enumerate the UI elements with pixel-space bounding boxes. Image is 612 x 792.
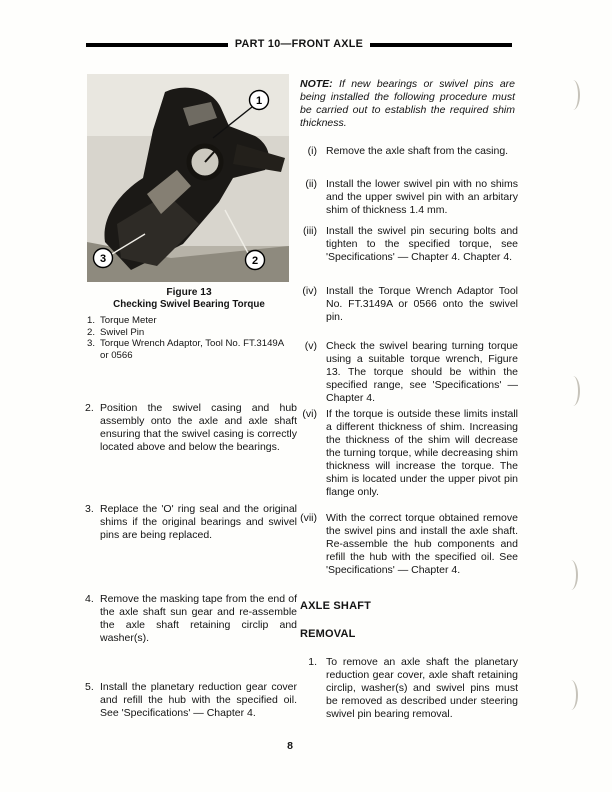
procedure-step-vii <box>300 512 518 577</box>
step-number: 2. <box>85 402 94 414</box>
legend-item-number: 2. <box>87 326 96 338</box>
step-text: Remove the axle shaft from the casing. <box>326 145 509 157</box>
step-number: (v) <box>304 340 317 352</box>
section-subtitle-removal: REMOVAL <box>300 628 356 640</box>
header-rule-left <box>86 43 228 47</box>
step-text: Install the Torque Wrench Adaptor Tool No. FT.3149A or 0566 onto the swivel pin. <box>326 285 518 323</box>
step-number: 4. <box>85 593 94 605</box>
step-text: Position the swivel casing and hub assembly onto the axle and axle shaft ensuring that the swivel casing is correctly located above and below the bearings. <box>100 402 297 453</box>
note-text: If new bearings or swivel pins are being installed the following procedure must be carried out to establish the required shim thickness. <box>300 78 515 129</box>
scan-artifact <box>566 376 580 406</box>
figure-photo <box>87 74 289 282</box>
step-number: (ii) <box>305 178 317 190</box>
figure-legend <box>87 315 291 361</box>
step-number: 1. <box>308 656 317 668</box>
left-step-2 <box>85 402 297 454</box>
procedure-step-i <box>300 145 518 158</box>
step-text: If the torque is outside these limits install a different thickness of shim. Increasing the thickness of the shim will decrease the turning torque, while decreasing shim thickness will increase the torque. The shim is located under the upper pivot pin flange only. <box>326 408 518 498</box>
step-number: (iv) <box>302 285 317 297</box>
step-text: Install the planetary reduction gear cover and refill the hub with the specified oil. See 'Specifications' — Chapter 4. <box>100 681 297 719</box>
step-number: (vi) <box>302 408 317 420</box>
removal-step-1 <box>300 656 518 721</box>
left-step-3 <box>85 503 297 542</box>
step-text: With the correct torque obtained remove the swivel pins and install the axle shaft. Re-assemble the hub components and refill the hub with the specified oil. See 'Specifications' — Chapter 4. <box>326 512 518 576</box>
step-text: To remove an axle shaft the planetary reduction gear cover, axle shaft retaining circlip, washer(s) and swivel pins must be removed as described under steering swivel pin bearing removal. <box>326 656 518 720</box>
step-number: (i) <box>307 145 317 157</box>
left-step-4 <box>85 593 297 645</box>
page-header <box>86 38 512 51</box>
procedure-step-vi <box>300 408 518 499</box>
step-text: Install the lower swivel pin with no shims and the upper swivel pin with an arbitary shim of thickness 1.4 mm. <box>326 178 518 216</box>
procedure-step-v <box>300 340 518 405</box>
figure-caption: Checking Swivel Bearing Torque <box>113 299 265 310</box>
legend-item-number: 3. <box>87 338 96 349</box>
note-label: NOTE: <box>300 78 333 90</box>
legend-item <box>87 327 291 339</box>
page-number: 8 <box>287 740 293 752</box>
procedure-step-iv <box>300 285 518 324</box>
section-title-axle-shaft: AXLE SHAFT <box>300 600 372 612</box>
step-number: (iii) <box>303 225 317 237</box>
legend-item-text: Torque Wrench Adaptor, Tool No. FT.3149A or 0566 <box>100 338 284 361</box>
callout-3-number: 3 <box>99 253 107 265</box>
legend-item-text: Torque Meter <box>100 315 157 326</box>
step-text: Remove the masking tape from the end of the axle shaft sun gear and re-assemble the axle shaft retaining circlip and washer(s). <box>100 593 297 644</box>
legend-item-text: Swivel Pin <box>100 326 145 338</box>
callout-2-number: 2 <box>251 255 259 267</box>
scan-artifact <box>564 560 578 590</box>
procedure-step-ii <box>300 178 518 217</box>
step-number: 3. <box>85 503 94 515</box>
legend-item <box>87 338 291 361</box>
legend-item <box>87 315 291 327</box>
step-number: (vii) <box>300 512 317 524</box>
scan-artifact <box>564 680 578 710</box>
figure-13-block <box>87 74 291 361</box>
page-header-title: PART 10—FRONT AXLE <box>234 38 364 50</box>
figure-label: Figure 13 <box>166 287 212 298</box>
procedure-step-iii <box>300 225 518 264</box>
callout-1-number: 1 <box>255 95 263 107</box>
step-text: Install the swivel pin securing bolts and tighten to the specified torque, see 'Specifications' — Chapter 4. Chapter 4. <box>326 225 518 263</box>
left-step-5 <box>85 681 297 720</box>
legend-item-number: 1. <box>87 315 96 326</box>
note-paragraph <box>300 78 515 130</box>
header-rule-right <box>370 43 512 47</box>
step-text: Check the swivel bearing turning torque using a suitable torque wrench, Figure 13. The torque should be within the specified range, see 'Specifications' — Chapter 4. <box>326 340 518 404</box>
step-text: Replace the 'O' ring seal and the original shims if the original bearings and swivel pins are being replaced. <box>100 503 297 541</box>
scan-artifact <box>566 80 580 110</box>
step-number: 5. <box>85 681 94 693</box>
